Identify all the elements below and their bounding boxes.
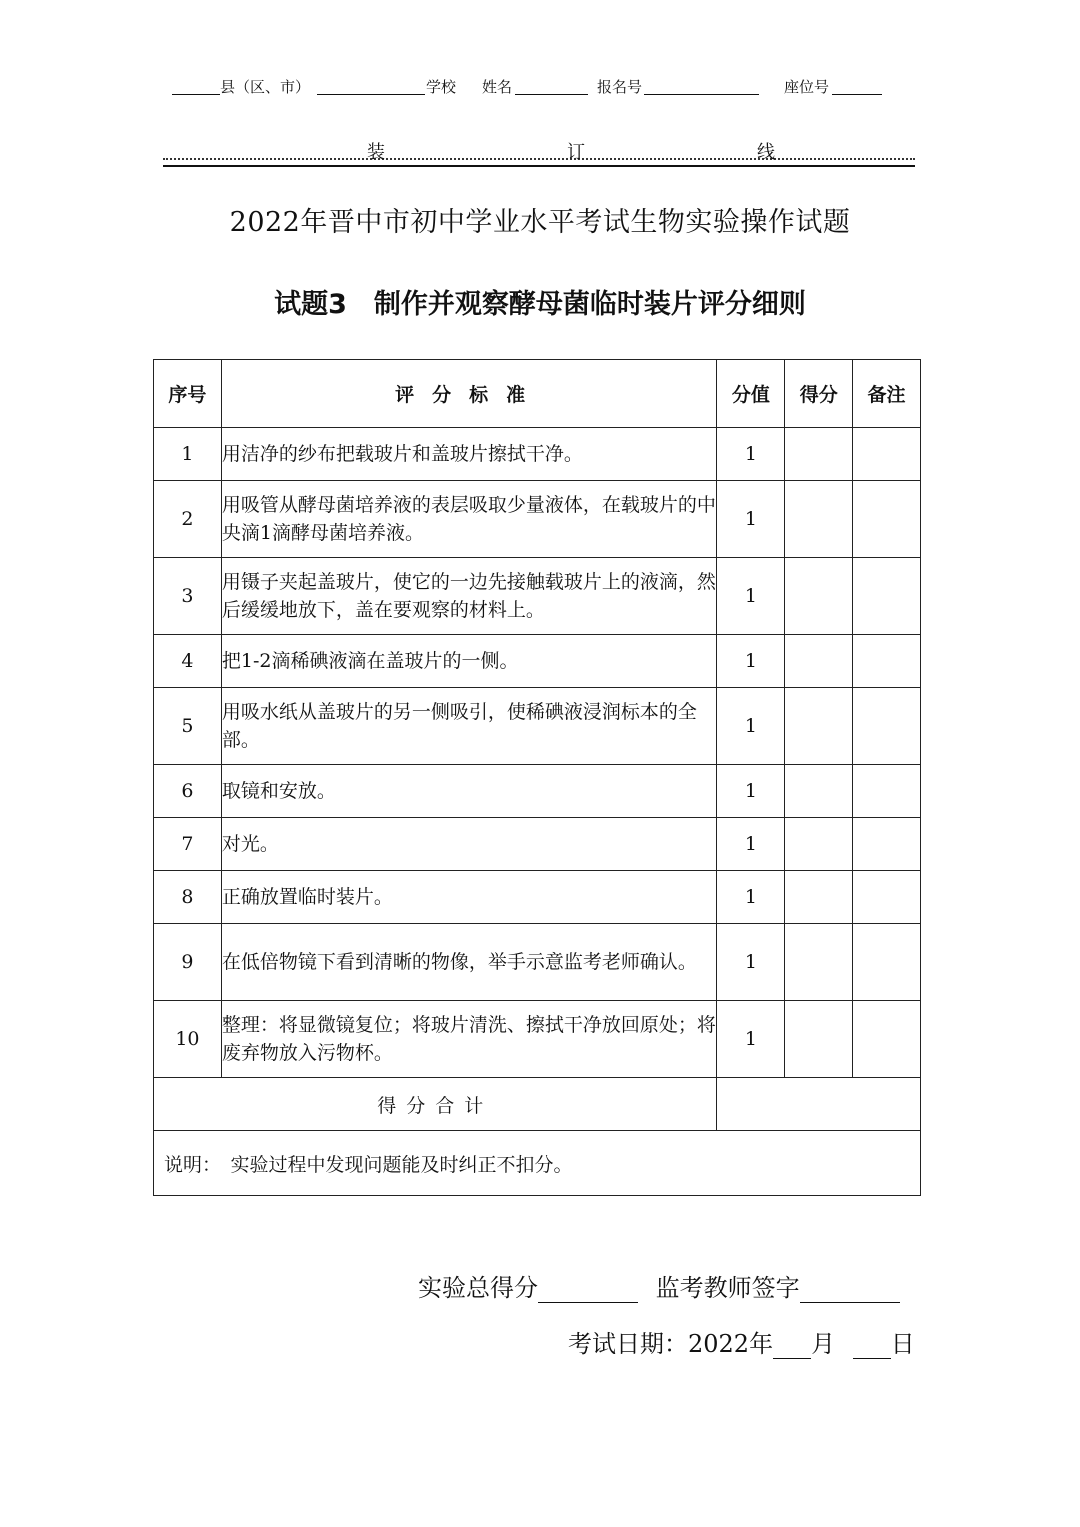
row-criteria: 用洁净的纱布把载玻片和盖玻片擦拭干净。	[221, 428, 717, 481]
solid-divider	[163, 165, 915, 167]
table-row	[154, 558, 921, 635]
school-label: 学校	[426, 78, 457, 96]
scoring-table	[153, 359, 921, 1196]
row-no: 8	[154, 871, 222, 924]
month-blank[interactable]	[773, 1334, 811, 1359]
row-no: 2	[154, 481, 222, 558]
row-no: 9	[154, 924, 222, 1001]
registration-label: 报名号	[597, 78, 643, 96]
day-blank[interactable]	[853, 1334, 891, 1359]
row-score-cell[interactable]	[785, 428, 853, 481]
row-score-cell[interactable]	[785, 558, 853, 635]
table-header-row	[154, 360, 921, 428]
table-row	[154, 688, 921, 765]
row-value: 1	[717, 765, 785, 818]
school-blank[interactable]	[317, 94, 425, 95]
table-row	[154, 1001, 921, 1078]
row-score-cell[interactable]	[785, 924, 853, 1001]
row-score-cell[interactable]	[785, 635, 853, 688]
row-criteria: 用吸水纸从盖玻片的另一侧吸引，使稀碘液浸润标本的全部。	[221, 688, 717, 765]
row-remark-cell[interactable]	[853, 558, 921, 635]
table-row	[154, 818, 921, 871]
row-remark-cell[interactable]	[853, 481, 921, 558]
candidate-info-line	[172, 76, 902, 100]
row-no: 10	[154, 1001, 222, 1078]
row-remark-cell[interactable]	[853, 688, 921, 765]
note-row	[154, 1131, 921, 1196]
month-label: 月	[811, 1330, 836, 1358]
total-score-cell[interactable]	[717, 1078, 921, 1131]
row-value: 1	[717, 924, 785, 1001]
row-criteria: 用吸管从酵母菌培养液的表层吸取少量液体，在载玻片的中央滴1滴酵母菌培养液。	[221, 481, 717, 558]
total-score-blank[interactable]	[538, 1278, 638, 1303]
table-row	[154, 924, 921, 1001]
row-remark-cell[interactable]	[853, 765, 921, 818]
row-remark-cell[interactable]	[853, 428, 921, 481]
binding-line	[163, 138, 915, 168]
row-value: 1	[717, 1001, 785, 1078]
document-title: 2022年晋中市初中学业水平考试生物实验操作试题	[229, 207, 851, 238]
row-no: 7	[154, 818, 222, 871]
row-no: 3	[154, 558, 222, 635]
row-criteria: 正确放置临时装片。	[221, 871, 717, 924]
footer-date-line	[568, 1324, 915, 1359]
header-value: 分值	[717, 360, 785, 428]
county-blank[interactable]	[172, 94, 220, 95]
dotted-divider	[163, 158, 915, 160]
row-value: 1	[717, 871, 785, 924]
row-criteria: 对光。	[221, 818, 717, 871]
header-remark: 备注	[853, 360, 921, 428]
header-score: 得分	[785, 360, 853, 428]
footer-score-line	[418, 1268, 900, 1303]
row-remark-cell[interactable]	[853, 818, 921, 871]
row-no: 4	[154, 635, 222, 688]
teacher-sign-label: 监考教师签字	[655, 1274, 800, 1302]
row-score-cell[interactable]	[785, 818, 853, 871]
row-value: 1	[717, 688, 785, 765]
row-score-cell[interactable]	[785, 481, 853, 558]
table-row	[154, 481, 921, 558]
row-no: 6	[154, 765, 222, 818]
table-row	[154, 765, 921, 818]
binding-char-zhuang: 装	[367, 142, 385, 163]
note-text: 说明： 实验过程中发现问题能及时纠正不扣分。	[154, 1131, 921, 1196]
teacher-sign-blank[interactable]	[800, 1278, 900, 1303]
table-row	[154, 871, 921, 924]
row-score-cell[interactable]	[785, 765, 853, 818]
row-score-cell[interactable]	[785, 871, 853, 924]
row-score-cell[interactable]	[785, 1001, 853, 1078]
row-remark-cell[interactable]	[853, 924, 921, 1001]
exam-date-label: 考试日期：2022年	[568, 1330, 774, 1358]
row-value: 1	[717, 818, 785, 871]
row-criteria: 在低倍物镜下看到清晰的物像，举手示意监考老师确认。	[221, 924, 717, 1001]
row-remark-cell[interactable]	[853, 871, 921, 924]
total-row	[154, 1078, 921, 1131]
name-blank[interactable]	[515, 94, 588, 95]
row-no: 5	[154, 688, 222, 765]
row-value: 1	[717, 481, 785, 558]
row-criteria: 把1-2滴稀碘液滴在盖玻片的一侧。	[221, 635, 717, 688]
row-criteria: 用镊子夹起盖玻片，使它的一边先接触载玻片上的液滴，然后缓缓地放下，盖在要观察的材料上。	[221, 558, 717, 635]
row-score-cell[interactable]	[785, 688, 853, 765]
day-label: 日	[890, 1330, 915, 1358]
table-row	[154, 428, 921, 481]
seat-blank[interactable]	[832, 94, 882, 95]
row-value: 1	[717, 558, 785, 635]
document-subtitle: 试题3 制作并观察酵母菌临时装片评分细则	[274, 289, 806, 320]
header-no: 序号	[154, 360, 222, 428]
row-remark-cell[interactable]	[853, 635, 921, 688]
registration-blank[interactable]	[644, 94, 759, 95]
binding-char-xian: 线	[757, 142, 775, 163]
seat-label: 座位号	[784, 78, 830, 96]
row-criteria: 取镜和安放。	[221, 765, 717, 818]
binding-char-ding: 订	[567, 142, 585, 163]
county-label: 县（区、市）	[220, 78, 311, 96]
row-no: 1	[154, 428, 222, 481]
row-remark-cell[interactable]	[853, 1001, 921, 1078]
total-label: 得分合计	[154, 1078, 717, 1131]
table-row	[154, 635, 921, 688]
header-criteria: 评分标准	[221, 360, 717, 428]
total-score-label: 实验总得分	[418, 1274, 538, 1302]
name-label: 姓名	[482, 78, 513, 96]
row-value: 1	[717, 428, 785, 481]
row-value: 1	[717, 635, 785, 688]
row-criteria: 整理：将显微镜复位；将玻片清洗、擦拭干净放回原处；将废弃物放入污物杯。	[221, 1001, 717, 1078]
